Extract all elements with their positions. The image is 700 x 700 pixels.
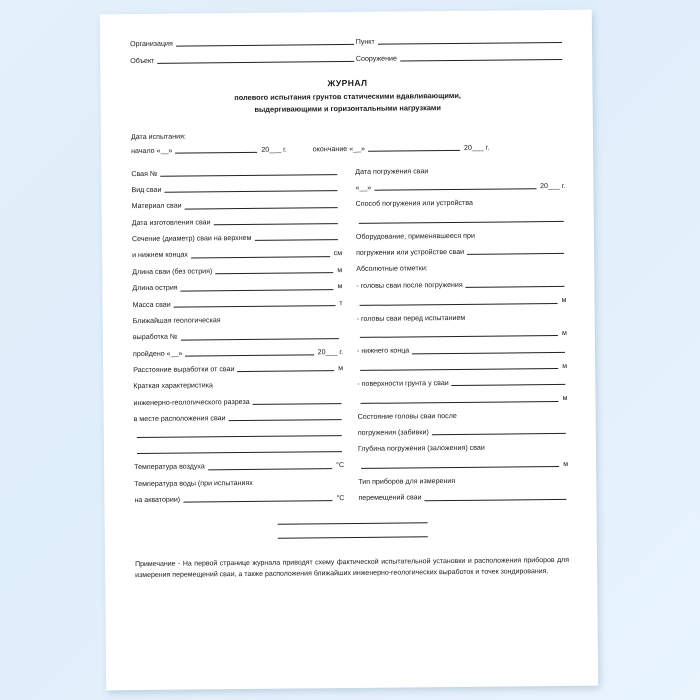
structure-label: Сооружение xyxy=(355,54,397,63)
field-structure xyxy=(356,53,564,64)
field-unit: м xyxy=(562,361,568,370)
note-text: Примечание - На первой странице журнала приводят схему фактической испытательной установки и расположения приборов для измерения перемещений сваи, а также расположения ближайших инженерно-геологических выработок и точек зондирования. xyxy=(135,556,570,579)
field-row xyxy=(355,166,565,177)
field-row xyxy=(358,460,568,471)
field-row xyxy=(131,168,341,179)
field-row xyxy=(134,461,344,472)
field-label: Длина острия xyxy=(132,283,178,293)
start-date-label: начало «__» xyxy=(131,146,173,155)
field-label: Вид сваи xyxy=(131,185,162,195)
field-unit: м xyxy=(563,459,569,468)
field-row xyxy=(134,445,344,456)
field-row xyxy=(132,217,342,228)
end-year-suffix: г. xyxy=(485,143,490,152)
field-row xyxy=(134,494,344,505)
field-row xyxy=(132,249,342,260)
field-input[interactable] xyxy=(360,329,558,338)
test-date-row xyxy=(131,143,565,156)
field-label: Свая № xyxy=(131,169,158,178)
field-input[interactable] xyxy=(185,201,338,209)
field-row xyxy=(356,231,566,242)
end-month-input[interactable] xyxy=(368,144,460,152)
field-row xyxy=(358,476,568,487)
field-unit: °С xyxy=(336,461,345,470)
field-input[interactable] xyxy=(374,183,536,192)
field-label: выработка № xyxy=(132,332,178,342)
start-month-input[interactable] xyxy=(175,146,257,154)
field-label: - поверхности грунта у сваи xyxy=(357,378,449,388)
field-label: в месте расположения сваи xyxy=(133,414,226,424)
field-input[interactable] xyxy=(191,250,330,258)
field-input[interactable] xyxy=(467,247,564,255)
field-label: Температура воды (при испытаниях xyxy=(134,478,253,488)
field-row xyxy=(357,329,567,340)
field-input[interactable] xyxy=(185,348,313,356)
organization-input[interactable] xyxy=(176,38,354,47)
field-input[interactable] xyxy=(254,234,338,242)
field-input[interactable] xyxy=(174,299,336,308)
field-point xyxy=(356,36,564,47)
field-unit: м xyxy=(337,282,343,291)
field-row xyxy=(132,282,342,293)
field-row xyxy=(358,492,568,503)
field-label: Сечение (диаметр) сваи на верхнем xyxy=(131,234,252,244)
field-label: пройдено «__» xyxy=(132,349,183,358)
blank-input[interactable] xyxy=(277,516,427,524)
left-column xyxy=(131,168,344,513)
field-input[interactable] xyxy=(137,445,342,454)
field-organization xyxy=(130,38,356,49)
field-label: Масса сваи xyxy=(132,300,171,309)
field-label: на акватории) xyxy=(134,495,181,505)
field-unit: м xyxy=(337,265,343,274)
test-date-heading: Дата испытания: xyxy=(130,132,186,142)
field-row xyxy=(357,394,567,405)
field-label: Дата изготовления сваи xyxy=(131,218,211,227)
field-row xyxy=(132,200,342,211)
field-label: погружения (забивки) xyxy=(357,428,429,437)
field-row xyxy=(134,413,344,424)
fields-columns xyxy=(131,166,568,513)
field-row xyxy=(357,296,567,307)
field-unit: м xyxy=(338,364,344,373)
field-row xyxy=(133,315,343,326)
field-row xyxy=(134,429,344,440)
field-row xyxy=(358,443,568,454)
field-label: «__» xyxy=(355,183,372,192)
field-row xyxy=(133,380,343,391)
field-row xyxy=(358,411,568,422)
field-input[interactable] xyxy=(452,378,566,386)
field-unit: 20___ г. xyxy=(540,181,566,191)
field-label: Расстояние выработки от сваи xyxy=(133,365,235,375)
field-unit: м xyxy=(562,394,568,403)
field-input[interactable] xyxy=(360,297,558,306)
field-row xyxy=(356,247,566,258)
field-label: Краткая характеристика xyxy=(133,381,213,391)
field-row xyxy=(356,280,566,291)
field-input[interactable] xyxy=(253,397,342,405)
field-label: инженерно-геологического разреза xyxy=(133,397,250,407)
field-row xyxy=(132,266,342,277)
field-row xyxy=(357,378,567,389)
field-unit: 20___ г. xyxy=(317,347,344,356)
field-row xyxy=(358,427,568,438)
page-title: ЖУРНАЛ xyxy=(327,77,368,88)
end-year-text: 20___ xyxy=(463,143,484,152)
header-row-object xyxy=(130,53,564,66)
field-label: Материал сваи xyxy=(131,201,182,211)
field-label: Оборудование, применявшееся при xyxy=(355,231,475,241)
field-label: перемещений сваи xyxy=(358,493,422,503)
field-input[interactable] xyxy=(213,217,337,225)
object-label: Объект xyxy=(130,56,155,65)
field-input[interactable] xyxy=(180,332,338,341)
field-label: Глубина погружения (заложения) сваи xyxy=(357,444,485,454)
organization-label: Организация xyxy=(130,39,173,49)
field-row xyxy=(357,345,567,356)
field-label: - головы сваи после погружения xyxy=(356,280,463,290)
field-row xyxy=(133,331,343,342)
field-label: Способ погружения или устройства xyxy=(355,199,473,209)
field-input[interactable] xyxy=(466,280,565,288)
field-label: Дата погружения сваи xyxy=(355,166,429,176)
field-row xyxy=(134,478,344,489)
field-input[interactable] xyxy=(432,427,566,435)
field-label: Абсолютные отметки: xyxy=(356,264,428,274)
field-label: - нижнего конца xyxy=(356,346,410,356)
field-input[interactable] xyxy=(181,283,334,291)
document-subtitle-line-2: выдергивающими и горизонтальными нагрузками xyxy=(254,103,441,115)
field-input[interactable] xyxy=(164,184,337,193)
blank-input[interactable] xyxy=(277,531,427,539)
blank-line-row xyxy=(135,529,569,542)
field-unit: м xyxy=(561,296,567,305)
field-row xyxy=(133,299,343,310)
field-label: Ближайшая геологическая xyxy=(132,316,221,325)
field-input[interactable] xyxy=(425,493,567,501)
field-unit: °С xyxy=(336,494,345,503)
field-input[interactable] xyxy=(160,168,337,177)
field-input[interactable] xyxy=(359,215,564,224)
field-input[interactable] xyxy=(228,413,341,421)
field-object xyxy=(130,55,356,66)
object-input[interactable] xyxy=(157,55,354,64)
field-label: и нижнем концах xyxy=(132,250,188,260)
field-label: - головы сваи перед испытанием xyxy=(356,313,466,323)
point-input[interactable] xyxy=(378,36,562,45)
field-input[interactable] xyxy=(360,395,558,404)
field-row xyxy=(133,364,343,375)
field-label: Температура воздуха xyxy=(134,462,205,472)
structure-input[interactable] xyxy=(400,53,562,62)
field-unit: т xyxy=(339,298,343,307)
header-row-organization xyxy=(130,36,564,49)
field-label: Тип приборов для измерения xyxy=(358,477,456,487)
field-input[interactable] xyxy=(208,462,332,470)
field-row xyxy=(355,182,565,193)
document-sheet xyxy=(100,10,598,691)
field-input[interactable] xyxy=(237,364,334,372)
field-row xyxy=(357,362,567,373)
right-column xyxy=(355,166,568,511)
field-label: Длина сваи (без острия) xyxy=(132,267,213,276)
field-label: погружении или устройстве сваи xyxy=(356,247,465,258)
field-row xyxy=(133,348,343,359)
field-row xyxy=(356,263,566,274)
point-label: Пункт xyxy=(355,37,375,46)
field-row xyxy=(357,312,567,323)
field-input[interactable] xyxy=(137,429,342,438)
start-year-text: 20___ xyxy=(261,145,282,154)
end-date-label: окончание «__» xyxy=(312,144,366,154)
field-row xyxy=(131,184,341,195)
field-input[interactable] xyxy=(412,346,565,354)
start-year-suffix: г. xyxy=(283,145,287,154)
field-input[interactable] xyxy=(183,495,332,503)
field-row xyxy=(133,397,343,408)
field-input[interactable] xyxy=(361,460,559,469)
field-input[interactable] xyxy=(360,362,558,371)
field-input[interactable] xyxy=(215,266,333,274)
field-unit: см xyxy=(333,249,343,258)
field-row xyxy=(356,198,566,209)
field-label: Состояние головы сваи после xyxy=(357,411,457,421)
field-row xyxy=(132,233,342,244)
test-date-block xyxy=(131,129,565,156)
document-subtitle-line-1: полевого испытания грунтов статическими вдавливающими, xyxy=(234,91,461,103)
document-title-block xyxy=(130,76,564,117)
field-unit: м xyxy=(561,328,567,337)
field-row xyxy=(356,215,566,226)
